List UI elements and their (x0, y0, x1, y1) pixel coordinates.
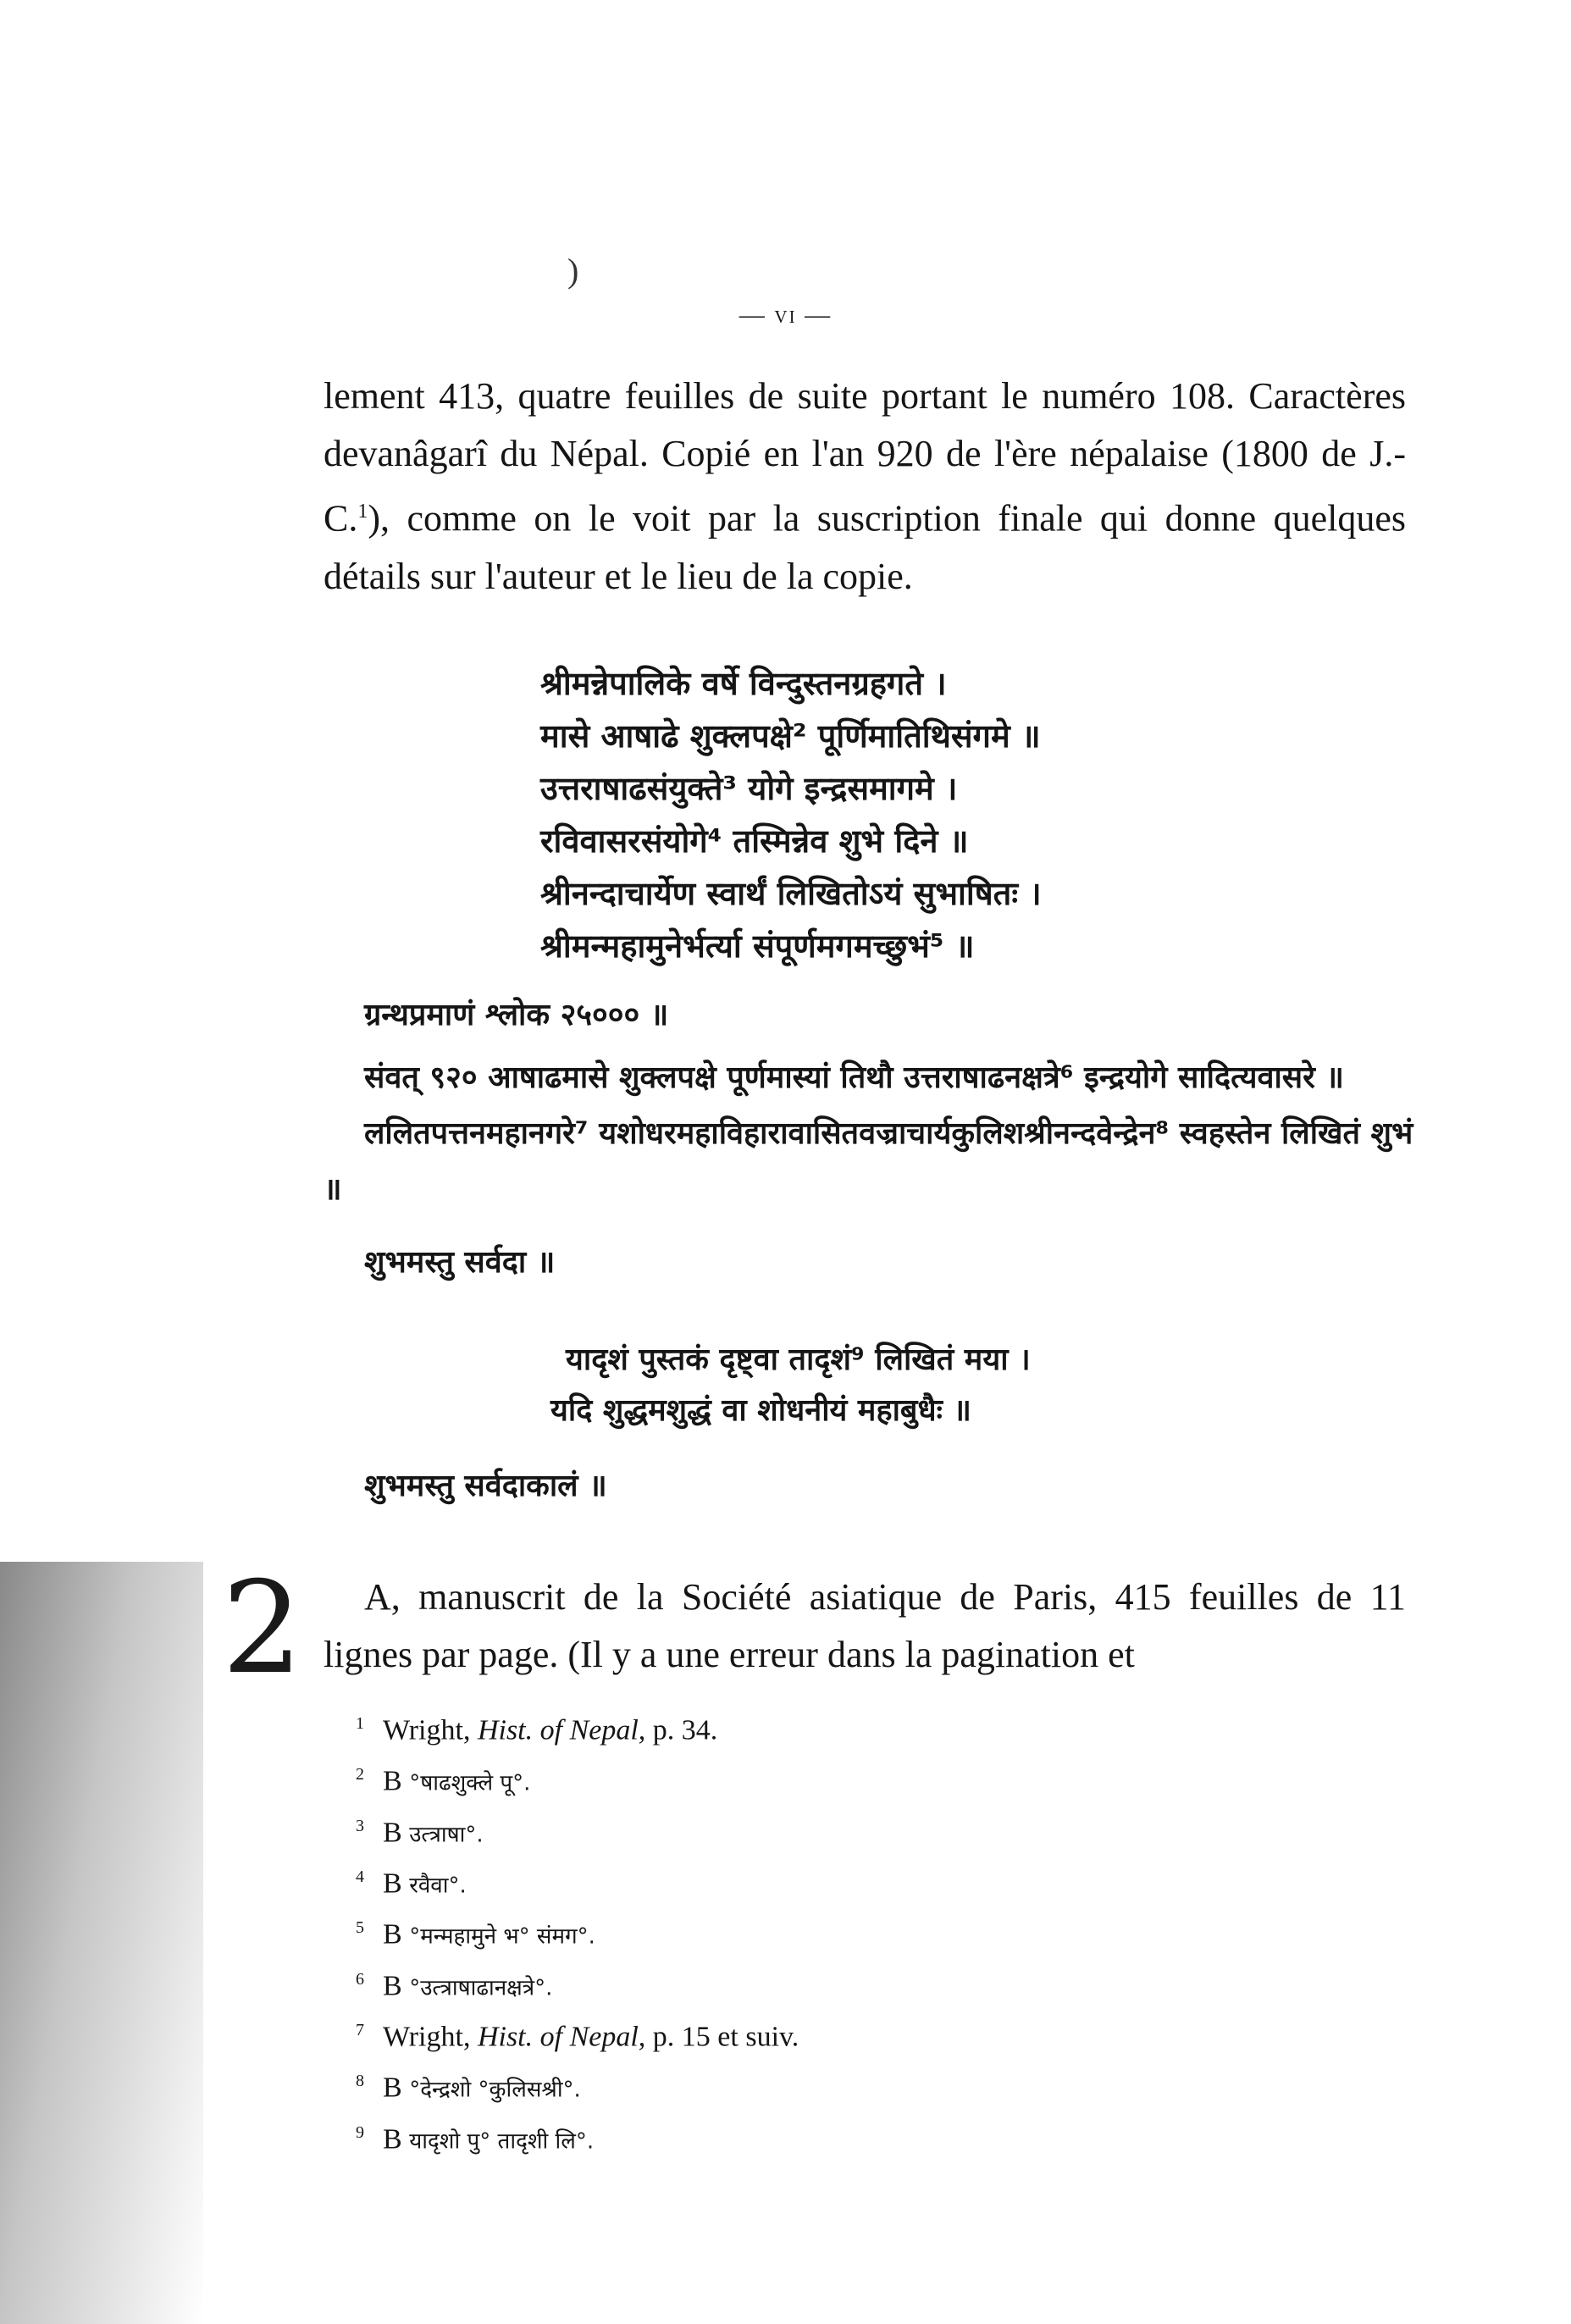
colophon-line: ग्रन्थप्रमाणं श्लोक २५००० ॥ (364, 998, 669, 1032)
footnote: 4 B रवैवा°. (356, 1867, 467, 1900)
colophon-block (324, 988, 1416, 1291)
closing-verse-line: यादृशं पुस्तकं दृष्ट्वा तादृशं⁹ लिखितं मया । (566, 1342, 1031, 1377)
verse-line: रविवासरसंयोगे⁴ तस्मिन्नेव शुभे दिने ॥ (540, 822, 969, 860)
closing-line: शुभमस्तु सर्वदाकालं ॥ (364, 1469, 607, 1503)
footnote-ref: 1 (357, 501, 368, 523)
footnote: 2 B °षाढशुक्ले पू°. (356, 1765, 531, 1797)
paragraph-text: lement 413, quatre feuilles de suite portant le numéro 108. Caractères devanâgarî du Népal. Copié en l'an 920 de l'ère népalaise (1800 de J.-C. (324, 375, 1406, 540)
colophon-line: शुभमस्तु सर्वदा ॥ (364, 1245, 556, 1280)
colophon-line: ललितपत्तनमहानगरे⁷ यशोधरमहाविहारावासितवज्राचार्यकुलिशश्रीनन्दवेन्द्रेन⁸ स्वहस्तेन लिखितं शुभं ॥ (324, 1116, 1413, 1207)
paragraph-description (324, 368, 1406, 606)
paragraph-text-end: ), comme on le voit par la suscription finale qui donne quelques détails sur l'auteur et le lieu de la copie. (324, 497, 1406, 597)
stray-mark: ) (567, 252, 579, 290)
footnote: 9 B यादृशो पु° तादृशी लि°. (356, 2122, 595, 2155)
footnote: 5 B °मन्महामुने भ° संमग°. (356, 1918, 595, 1951)
paragraph-manuscript: A, manuscrit de la Société asiatique de Paris, 415 feuilles de 11 lignes par page. (Il y a une erreur dans la pagination et (324, 1576, 1406, 1675)
footnote: 6 B °उत्त्राषाढानक्षत्रे°. (356, 1969, 553, 2001)
verse-line: श्रीनन्दाचार्येण स्वार्थं लिखितोऽयं सुभाषितः । (540, 875, 1042, 912)
footnotes (356, 1702, 1372, 2162)
verse-line: उत्तराषाढसंयुक्ते³ योगे इन्द्रसमागमे । (540, 770, 958, 807)
verse-block (540, 657, 1387, 972)
footnote: 1 Wright, Hist. of Nepal, p. 34. (356, 1714, 718, 1746)
colophon-line: संवत् ९२० आषाढमासे शुक्लपक्षे पूर्णमास्यां तिथौ उत्तराषाढनक्षत्रे⁶ इन्द्रयोगे सादित्यवासरे ॥ (364, 1060, 1344, 1095)
footnote: 8 B °देन्द्रशो °कुलिसश्री°. (356, 2072, 581, 2104)
verse-line: श्रीमन्नेपालिके वर्षे विन्दुस्तनग्रहगते । (540, 665, 947, 702)
closing-verse-line: यदि शुद्धमशुद्धं वा शोधनीयं महाबुधैः ॥ (550, 1393, 971, 1428)
footnote: 3 B उत्त्राषा°. (356, 1816, 484, 1848)
scan-shadow (0, 1562, 203, 2324)
closing-verses (550, 1335, 1397, 1436)
verse-line: मासे आषाढे शुक्लपक्षे² पूर्णिमातिथिसंगमे ॥ (540, 717, 1041, 755)
footnote: 7 Wright, Hist. of Nepal, p. 15 et suiv. (356, 2020, 799, 2053)
verse-line: श्रीमन्महामुनेर्भर्त्या संपूर्णमगमच्छुभं⁵ ॥ (540, 927, 975, 965)
page-number: — vi — (738, 301, 833, 329)
margin-number: 2 (222, 1555, 303, 1702)
